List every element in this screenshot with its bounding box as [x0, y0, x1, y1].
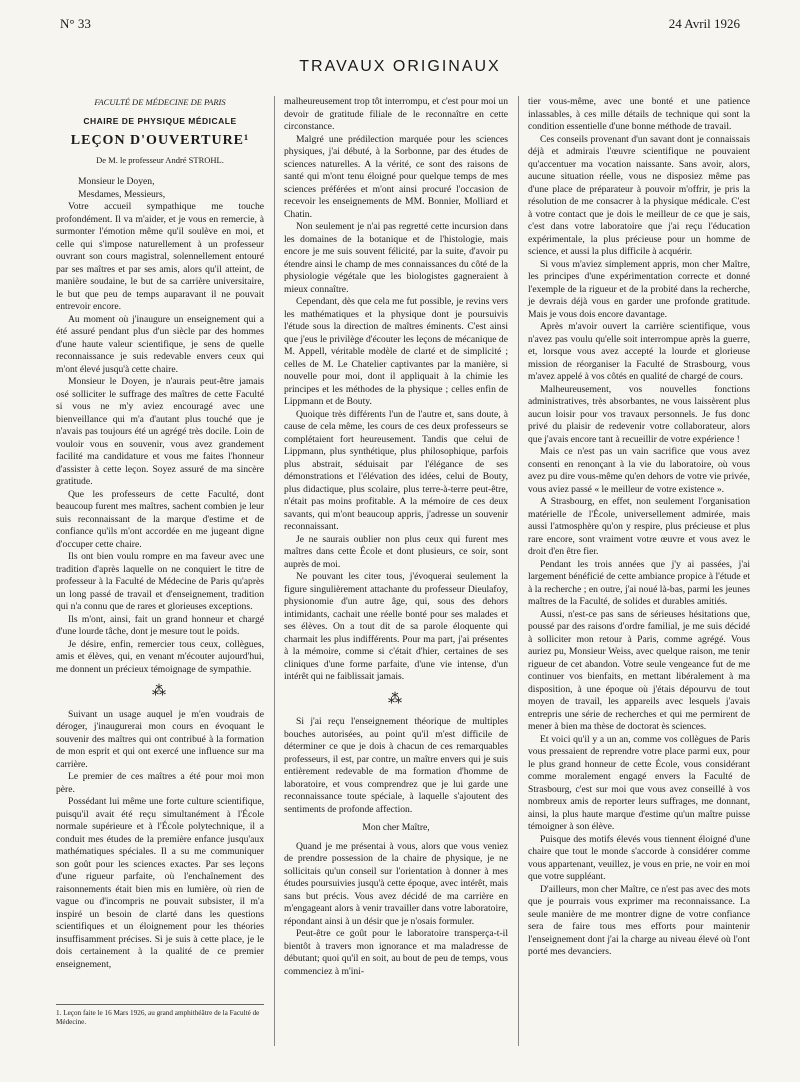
paragraph: Je ne saurais oublier non plus ceux qui furent mes maîtres dans cette École et dont plusieurs, ce soir, sont auprès de moi. [284, 533, 508, 570]
paragraph: Ces conseils provenant d'un savant dont je connaissais déjà et admirais l'œuvre scientifique ne pouvaient qu'accentuer ma vocation naissante. Sans avoir, alors, aucune situation réelle, vous ne disposiez même pas d'une place de préparateur à pouvoir m'offrir, je pris la résolution de me consacrer à la physique médicale. C'est à votre contact que je dois le meilleur de ce que je sais, c'est dans votre laboratoire que j'ai reçu l'éducation expérimentale, la plus précieuse pour un homme de science, et aussi la plus difficile à acquérir. [528, 133, 750, 257]
paragraph: Le premier de ces maîtres a été pour moi mon père. [56, 771, 264, 795]
salutation: Mon cher Maître, [362, 822, 430, 833]
column-divider [274, 96, 275, 1046]
column-divider [518, 96, 519, 1046]
paragraph: Cependant, dès que cela me fut possible, je revins vers les mathématiques et la physique dont je poursuivis l'étude sous la direction de maîtres éminents. C'est ainsi que j'eus le privilège d'écouter les leçons de mécanique de M. Appell, véritable modèle de clarté et de simplicité ; celles de M. Le Chatelier captivantes par la manière, si nouvelle pour moi, dont il appliquait à la chimie les principes et les méthodes de la physique ; celles enfin de Lippmann et de Bouty. [284, 296, 508, 407]
paragraph: Peut-être ce goût pour le laboratoire transperça-t-il bientôt à travers mon ignorance et ma maladresse de débutant; quoi qu'il en soit, au bout de peu de temps, vous commenciez à m'ini- [284, 928, 508, 977]
paragraph: Quoique très différents l'un de l'autre et, sans doute, à cause de cela même, les cours de ces deux professeurs se complétaient fort heureusement. Tandis que celui de Lippmann, plus synthétique, plus philosophique, parfois plus abstrait, séduisait par l'élégance de ses démonstrations et l'élévation des idées, celui de Bouty, plus didactique, plus scolaire, plus terre-à-terre peut-être, n'était pas moins profitable. A la mémoire de ces deux savants, qui m'ont beaucoup appris, j'adresse un souvenir reconnaissant. [284, 408, 508, 532]
chair-title: CHAIRE DE PHYSIQUE MÉDICALE [83, 115, 237, 126]
column-1 [56, 96, 264, 971]
section-title: TRAVAUX ORIGINAUX [299, 58, 501, 75]
paragraph: malheureusement trop tôt interrompu, et c'est pour moi un devoir de gratitude filiale de le reconnaître en cette circonstance. [284, 96, 508, 132]
paragraph: Monsieur le Doyen, je n'aurais peut-être jamais osé solliciter le suffrage des maîtres de cette Faculté si vous ne m'y aviez encouragé avec une bienveillance qui m'a d'autant plus touché que je n'avais pas toujours été un agrégé très docile. Loin de vouloir vous en souvenir, vous avez grandement facilité ma candidature et vous me faites l'honneur d'assister à cette leçon. Soyez assuré de ma sincère gratitude. [56, 376, 264, 487]
paragraph: Après m'avoir ouvert la carrière scientifique, vous n'avez pas voulu qu'elle soit interrompue après la guerre, et, lorsque vous avez accepté la lourde et glorieuse mission de réorganiser la Faculté de Strasbourg, vous m'avez appelé à vos côtés en qualité de chargé de cours. [528, 321, 750, 382]
paragraph: Pendant les trois années que j'y ai passées, j'ai largement bénéficié de cette ambiance propice à l'étude et à la recherche ; en outre, j'ai noué là-bas, parmi les jeunes maîtres de la Faculté, de solides et durables amitiés. [528, 558, 750, 607]
paragraph: Ils m'ont, ainsi, fait un grand honneur et chargé d'une lourde tâche, dont je mesure tout le poids. [56, 613, 264, 637]
paragraph: Et voici qu'il y a un an, comme vos collègues de Paris vous pressaient de reprendre votre place parmi eux, pour le plus grand honneur de cette École, vous considérant comme moralement engagé envers la Faculté de Strasbourg, c'est sur moi que vous avez conseillé à vos nombreux amis de reporter leurs suffrages, me donnant, ainsi, la plus haute marque d'estime qu'un maître puisse témoigner à son élève. [528, 733, 750, 832]
paragraph: Puisque des motifs élevés vous tiennent éloigné d'une chaire que tout le monde s'accorde à considérer comme vous appartenant, veuillez, je vous en prie, ne voir en moi que votre suppléant. [528, 833, 750, 882]
paragraph: Si j'ai reçu l'enseignement théorique de multiples bouches autorisées, au point qu'il m'est difficile de déterminer ce que je dois à chacun de ces remarquables professeurs, il est, par contre, un maître envers qui je suis entièrement redevable de ma formation d'homme de laboratoire, et vous comprendrez que je lui garde une reconnaissance toute spéciale, à laquelle s'ajoutent des sentiments de profonde affection. [284, 716, 508, 815]
page-header [60, 16, 740, 38]
paragraph: Au moment où j'inaugure un enseignement qui a été assuré pendant plus d'un siècle par des hommes d'une haute valeur scientifique, je sens de quelle reconnaissance je suis redevable envers ceux qui m'ont élevé jusqu'à cette chaire. [56, 313, 264, 375]
paragraph: Non seulement je n'ai pas regretté cette incursion dans les domaines de la botanique et de l'histologie, mais encore je me suis souvent félicité, par la suite, d'avoir pu étendre ainsi le champ de mes connaissances du côté de la physiologie végétale que les biologistes gagneraient à mieux connaître. [284, 221, 508, 295]
paragraph: Malgré une prédilection marquée pour les sciences physiques, j'ai débuté, à la Sorbonne, par des études de sciences naturelles. A la vérité, ce sont des raisons de santé qui m'ont tenu éloigné pour quelque temps de mes sciences préférées et m'ont ainsi procuré l'occasion de recevoir les enseignements de MM. Bonnier, Molliard et Chatin. [284, 133, 508, 220]
column-3 [528, 96, 750, 959]
salutation: Monsieur le Doyen, [78, 176, 155, 187]
paragraph: Suivant un usage auquel je m'en voudrais de déroger, j'inaugurerai mon cours en évoquant le souvenir des maîtres qui ont contribué à la formation de mon esprit et qui ont exercé une influence sur ma carrière. [56, 708, 264, 770]
paragraph: Si vous m'aviez simplement appris, mon cher Maître, les principes d'une expérimentation correcte et donné l'exemple de la rigueur et de la probité dans la recherche, je devrais déjà vous en garder une profonde gratitude. Mais je vous dois encore davantage. [528, 258, 750, 320]
paragraph: Ils ont bien voulu rompre en ma faveur avec une tradition d'après laquelle on ne conquiert le titre de professeur à la Faculté de Médecine de Paris qu'après un long passé de travail et d'enseignement, tradition qui n'a connu que de rares et glorieuses exceptions. [56, 551, 264, 612]
paragraph: Que les professeurs de cette Faculté, dont beaucoup furent mes maîtres, sachent combien je leur suis reconnaissant de la marque d'estime et de confiance qu'ils m'ont accordée en me jugeant digne d'occuper cette chaire. [56, 488, 264, 550]
paragraph: A Strasbourg, en effet, non seulement l'organisation matérielle de l'École, universellement admirée, mais aussi l'atmosphère qu'on y respire, plus précieuse et plus rare encore, sont vraiment votre œuvre et vous avez le droit d'en être fier. [528, 496, 750, 557]
paragraph: Malheureusement, vos nouvelles fonctions administratives, très absorbantes, ne vous laissèrent plus aucun loisir pour vos travaux personnels. Je fus donc privé du plaisir de redevenir votre collaborateur, alors que j'avais encore tant à recueillir de votre expérience ! [528, 383, 750, 445]
issue-number: N° 33 [60, 16, 91, 31]
author-line: De M. le professeur André STROHL. [96, 154, 224, 165]
paragraph: Ne pouvant les citer tous, j'évoquerai seulement la figure singulièrement attachante du professeur Dieulafoy, physionomie d'un autre âge, qui, sous des dehors intimidants, cachait une réelle bonté pour ses malades et ses élèves. On a tout dit de sa parole éloquente qui charmait les plus indifférents. Pour ma part, j'ai présentes à la mémoire, comme si c'était d'hier, certaines de ses cliniques d'une forme parfaite, d'une vie intense, d'un intérêt qui ne faiblissait jamais. [284, 571, 508, 682]
paragraph: Aussi, n'est-ce pas sans de sérieuses hésitations que, poussé par des raisons d'ordre familial, je me suis décidé à solliciter mon retour à Paris, comme agrégé. Vous auriez pu, Monsieur Weiss, avec quelque raison, me tenir rigueur de cet abandon. Votre seule vengeance fut de me continuer vos bienfaits, en mettant libéralement à ma disposition, à une époque où j'étais dépourvu de tout moyen de travail, les appareils avec lesquels j'avais entrepris une série de recherches et qui me permirent de mener à bien ma thèse de doctorat ès sciences. [528, 608, 750, 732]
paragraph: Mais ce n'est pas un vain sacrifice que vous avez consenti en renonçant à la vie du laboratoire, où vous avez pu dire vous-même qu'en dehors de votre vie privée, vous aviez passé « le meilleur de votre existence ». [528, 446, 750, 495]
paragraph: Possédant lui même une forte culture scientifique, puisqu'il avait été reçu simultanément à l'École normale supérieure et à l'École polytechnique, il a conduit mes études de la première enfance jusqu'aux mathématiques spéciales. Il a su me communiquer son goût pour les sciences exactes. Par ses leçons d'une rigueur parfaite, où l'enchaînement des raisonnements était bien mis en lumière, où rien de vague ou d'incompris ne pouvait subsister, il m'a inspiré un besoin de clarté dans les questions scientifiques et un éloignement pour les théories insuffisamment précises. Si je suis à cette place, je le dois certainement à la qualité de ce premier enseignement, [56, 796, 264, 970]
faculty-name: FACULTÉ DE MÉDECINE DE PARIS [94, 97, 226, 107]
paragraph: Votre accueil sympathique me touche profondément. Il va m'aider, et je vous en remercie, à surmonter l'émotion même qu'il soulève en moi, et celle qui s'impose naturellement à un professeur ouvrant son cours magistral, solennellement entouré par ses maîtres et par ses amis, alors qu'il atteint, de manière soudaine, le but de sa carrière universitaire, le but que peu de temps auparavant il ne pouvait entrevoir encore. [56, 201, 264, 312]
paragraph: D'ailleurs, mon cher Maître, ce n'est pas avec des mots que je pourrais vous exprimer ma reconnaissance. La seule manière de me montrer digne de votre confiance sera de faire tous mes efforts pour maintenir l'enseignement dont j'ai la charge au niveau élevé où l'ont porté mes devanciers. [528, 883, 750, 957]
paragraph: Je désire, enfin, remercier tous ceux, collègues, amis et élèves, qui, en venant m'écouter aujourd'hui, me donnent un précieux témoignage de sympathie. [56, 638, 264, 675]
lecture-title: LEÇON D'OUVERTURE¹ [70, 133, 250, 148]
section-break-asterisks: ⁂ [152, 684, 168, 699]
paragraph: tier vous-même, avec une bonté et une patience inlassables, à ces mille détails de technique qui sont la condition essentielle d'une bonne méthode de travail. [528, 96, 750, 132]
section-break-asterisks: ⁂ [388, 691, 404, 707]
salutation: Mesdames, Messieurs, [78, 188, 166, 200]
issue-date: 24 Avril 1926 [668, 16, 740, 31]
footnote: 1. Leçon faite le 16 Mars 1926, au grand amphithéâtre de la Faculté de Médecine. [56, 1004, 264, 1027]
paragraph: Quand je me présentai à vous, alors que vous veniez de prendre possession de la chaire de physique, je ne sollicitais qu'un conseil sur l'orientation à donner à mes études poursuivies jusqu'à cette époque, avec intérêt, mais sans but précis. Vous avez décidé de ma carrière en m'engageant alors à venir travailler dans votre laboratoire, répondant ainsi à un désir que je n'osais formuler. [284, 840, 508, 927]
column-2 [284, 96, 508, 978]
